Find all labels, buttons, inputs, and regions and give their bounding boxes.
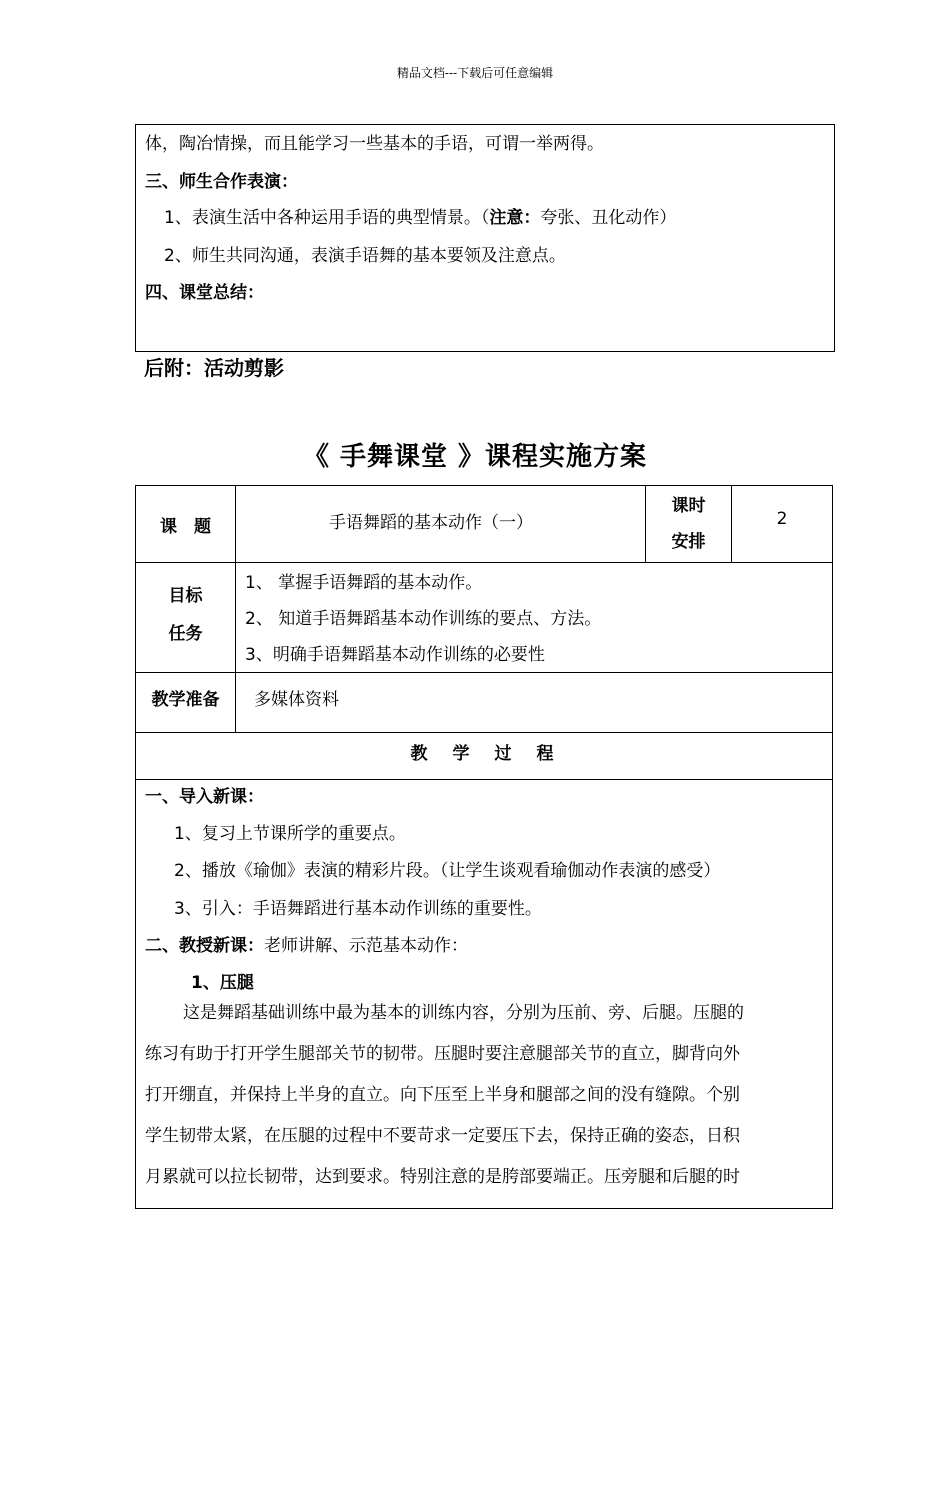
goal-item-2: 2、 知道手语舞蹈基本动作训练的要点、方法。 (245, 609, 602, 629)
intro-item-1: 1、复习上节课所学的重要点。 (174, 824, 406, 844)
section-intro-title: 一、导入新课： (145, 787, 264, 807)
appendix-heading: 后附：活动剪影 (144, 356, 284, 380)
goal-item-3: 3、明确手语舞蹈基本动作训练的必要性 (245, 645, 545, 665)
document-title: 《 手舞课堂 》课程实施方案 (302, 442, 648, 472)
leg-press-paragraph (145, 993, 825, 1198)
performance-item-1: 1、表演生活中各种运用手语的典型情景。（注意：夸张、丑化动作） (164, 208, 677, 228)
paragraph-line-1: 这是舞蹈基础训练中最为基本的训练内容，分别为压前、旁、后腿。压腿的 (183, 1003, 744, 1023)
subsection-leg-press: 1、压腿 (191, 973, 254, 993)
process-header-cell: 教 学 过 程 (135, 732, 833, 780)
paragraph-line-4: 学生韧带太紧，在压腿的过程中不要苛求一定要压下去，保持正确的姿态，日积 (145, 1126, 740, 1146)
section-teach-title: 二、教授新课：老师讲解、示范基本动作： (145, 936, 468, 956)
goal-label-line-2: 任务 (168, 624, 203, 644)
intro-item-3: 3、引入：手语舞蹈进行基本动作训练的重要性。 (174, 899, 542, 919)
topic-value-cell: 手语舞蹈的基本动作（一） (235, 485, 646, 563)
performance-item-2: 2、师生共同沟通，表演手语舞的基本要领及注意点。 (164, 246, 566, 266)
hours-label-line-1: 课时 (671, 496, 706, 516)
goal-label-line-1: 目标 (168, 586, 203, 606)
page-header: 精品文档---下载后可任意编辑 (396, 66, 554, 80)
continued-text: 体，陶冶情操，而且能学习一些基本的手语，可谓一举两得。 (145, 134, 604, 154)
process-content-cell (135, 779, 833, 1209)
hours-label-line-2: 安排 (671, 532, 706, 552)
section-heading-4: 四、课堂总结： (145, 283, 264, 303)
topic-label-cell: 课 题 (135, 485, 236, 563)
prep-value-cell: 多媒体资料 (235, 672, 833, 733)
previous-lesson-box (135, 124, 835, 352)
paragraph-line-2: 练习有助于打开学生腿部关节的韧带。压腿时要注意腿部关节的直立，脚背向外 (145, 1044, 740, 1064)
paragraph-line-5: 月累就可以拉长韧带，达到要求。特别注意的是胯部要端正。压旁腿和后腿的时 (145, 1167, 740, 1187)
prep-label-cell: 教学准备 (135, 672, 236, 733)
goal-label-cell (135, 562, 236, 673)
paragraph-line-3: 打开绷直，并保持上半身的直立。向下压至上半身和腿部之间的没有缝隙。个别 (145, 1085, 740, 1105)
hours-label-cell (645, 485, 732, 563)
goal-list-cell (235, 562, 833, 673)
goal-item-1: 1、 掌握手语舞蹈的基本动作。 (245, 573, 483, 593)
section-heading-3: 三、师生合作表演： (145, 172, 298, 192)
intro-item-2: 2、播放《瑜伽》表演的精彩片段。（让学生谈观看瑜伽动作表演的感受） (174, 861, 721, 881)
hours-value-cell: 2 (731, 485, 833, 563)
